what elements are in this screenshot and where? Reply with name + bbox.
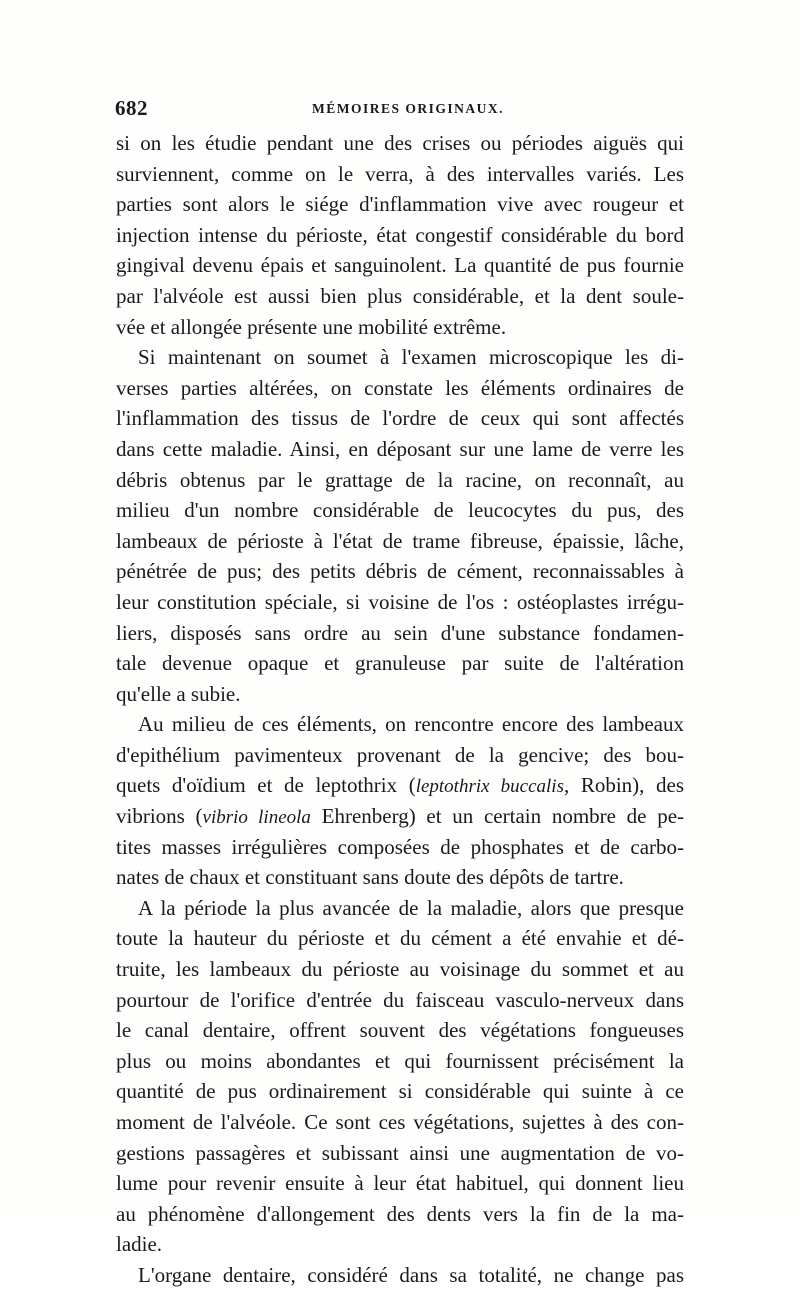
- text-line: pourtour de l'orifice d'entrée du faisceau vasculo-nerveux dans: [116, 987, 684, 1012]
- text-line: gingival devenu épais et sanguinolent. La quantité de pus fournie: [116, 253, 684, 278]
- text-segment: Ehrenberg) et un certain nombre de pe-: [310, 804, 685, 829]
- text-line: ladie.: [116, 1232, 163, 1257]
- text-line: le canal dentaire, offrent souvent des végétations fongueuses: [116, 1018, 684, 1043]
- text-line-with-italic: [116, 770, 684, 801]
- body-text: [116, 128, 684, 1291]
- text-line: qu'elle a subie.: [116, 681, 241, 706]
- text-line: tale devenue opaque et granuleuse par suite de l'altération: [116, 651, 684, 676]
- text-line: au phénomène d'allongement des dents vers la fin de la ma-: [116, 1201, 684, 1226]
- text-line: si on les étudie pendant une des crises ou périodes aiguës qui: [116, 131, 684, 155]
- text-line: lambeaux de périoste à l'état de trame fibreuse, épaissie, lâche,: [116, 528, 684, 553]
- italic-species-name: leptothrix buccalis: [415, 776, 564, 798]
- text-line: parties sont alors le siége d'inflammation vive avec rougeur et: [116, 192, 684, 217]
- page-header: [115, 96, 685, 126]
- italic-species-name: vibrio lineola: [202, 807, 311, 829]
- text-line: vée et allongée présente une mobilité extrême.: [116, 314, 507, 339]
- text-line: nates de chaux et constituant sans doute des dépôts de tartre.: [116, 865, 624, 890]
- paragraph-start-line: A la période la plus avancée de la maladie, alors que presque: [138, 895, 684, 920]
- text-line: par l'alvéole est aussi bien plus considérable, et la dent soule-: [116, 283, 684, 308]
- text-line: pénétrée de pus; des petits débris de cément, reconnaissables à: [116, 559, 684, 584]
- text-line: plus ou moins abondantes et qui fournissent précisément la: [116, 1048, 684, 1073]
- text-line: injection intense du périoste, état congestif considérable du bord: [116, 222, 684, 247]
- text-segment: quets d'oïdium et de leptothrix (: [116, 773, 416, 798]
- text-line: liers, disposés sans ordre au sein d'une substance fondamen-: [116, 620, 684, 645]
- text-line: l'inflammation des tissus de l'ordre de ceux qui sont affectés: [116, 406, 684, 431]
- paragraph-start-line: Au milieu de ces éléments, on rencontre encore des lambeaux: [138, 712, 684, 737]
- text-line: moment de l'alvéole. Ce sont ces végétations, sujettes à des con-: [116, 1110, 684, 1134]
- text-line: verses parties altérées, on constate les éléments ordinaires de: [116, 375, 684, 400]
- running-head: MÉMOIRES ORIGINAUX.: [312, 101, 505, 116]
- text-line: gestions passagères et subissant ainsi une augmentation de vo-: [116, 1140, 684, 1165]
- text-line: quantité de pus ordinairement si considérable qui suinte à ce: [116, 1079, 684, 1104]
- text-line: surviennent, comme on le verra, à des intervalles variés. Les: [116, 161, 684, 186]
- text-line: truite, les lambeaux du périoste au voisinage du sommet et au: [116, 957, 684, 982]
- text-line: d'epithélium pavimenteux provenant de la gencive; des bou-: [116, 742, 684, 767]
- text-line: milieu d'un nombre considérable de leucocytes du pus, des: [116, 498, 684, 523]
- text-line: dans cette maladie. Ainsi, en déposant sur une lame de verre les: [116, 436, 684, 461]
- paragraph-start-line: L'organe dentaire, considéré dans sa totalité, ne change pas: [138, 1262, 684, 1287]
- text-line: leur constitution spéciale, si voisine de l'os : ostéoplastes irrégu-: [116, 589, 684, 614]
- text-line: tites masses irrégulières composées de phosphates et de carbo-: [116, 834, 684, 859]
- text-segment: , Robin), des: [563, 773, 684, 798]
- text-segment: vibrions (: [116, 804, 203, 829]
- text-line-with-italic: [116, 801, 684, 832]
- text-line: lume pour revenir ensuite à leur état habituel, qui donnent lieu: [116, 1171, 684, 1196]
- page-number: 682: [115, 96, 148, 120]
- text-line: toute la hauteur du périoste et du cément a été envahie et dé-: [116, 926, 684, 951]
- text-line: débris obtenus par le grattage de la racine, on reconnaît, au: [116, 467, 684, 492]
- paragraph-start-line: Si maintenant on soumet à l'examen microscopique les di-: [138, 345, 684, 370]
